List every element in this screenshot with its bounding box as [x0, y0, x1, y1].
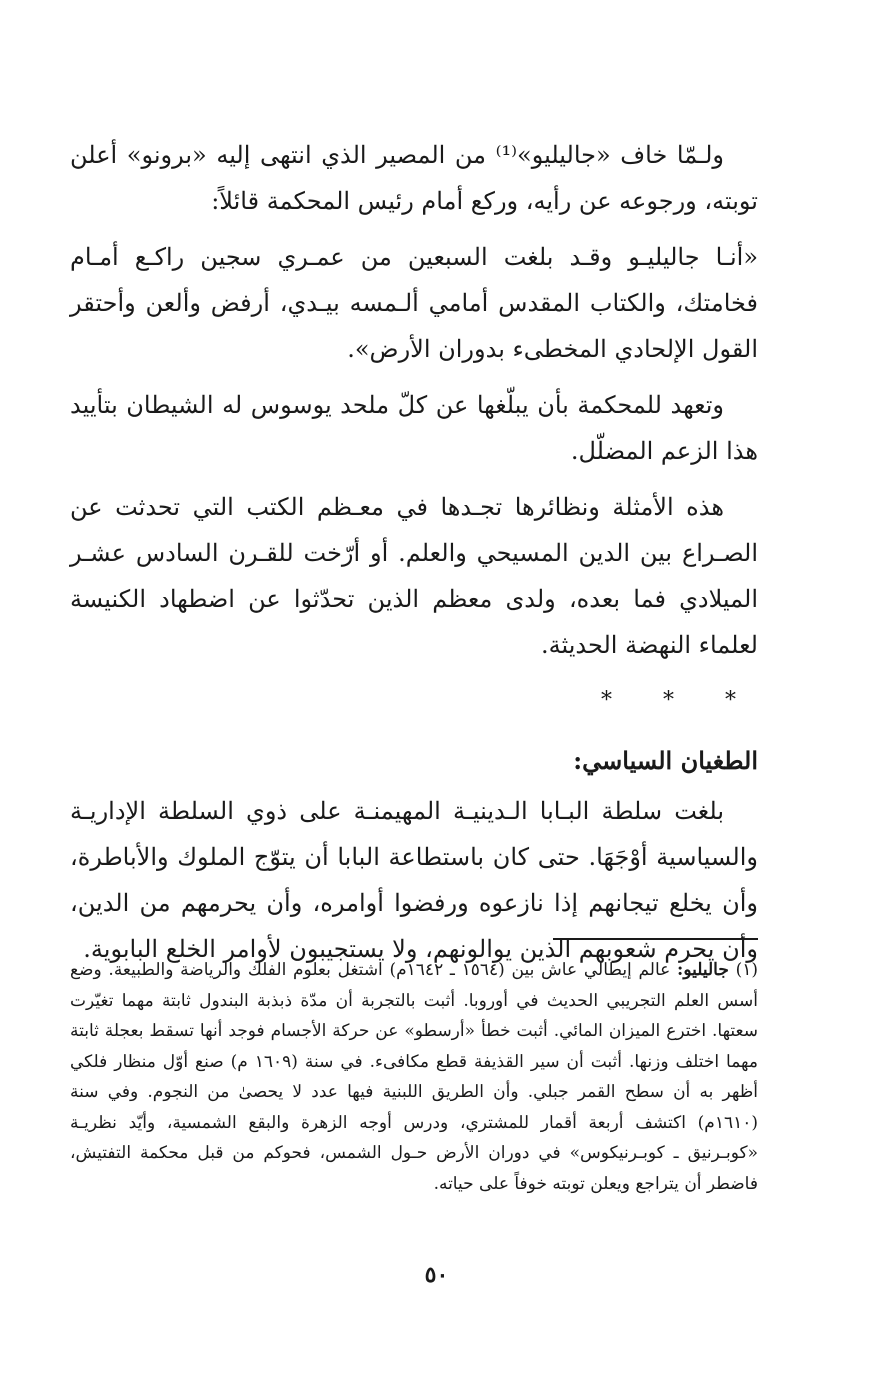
section-heading-political-tyranny: الطغيان السياسي:	[573, 746, 758, 775]
footnote-divider	[553, 938, 758, 940]
main-text	[70, 132, 758, 982]
paragraph-pledge: وتعهد للمحكمة بأن يبلّغها عن كلّ ملحد يوسوس له الشيطان بتأييد هذا الزعم المضلّل.	[70, 391, 758, 465]
section-separator: * * *	[601, 688, 758, 713]
paragraph-examples: هذه الأمثلة ونظائرها تجـدها في معـظم الكتب التي تحدثت عن الصـراع بين الدين المسيحي والعلم. أو أرّخت للقـرن السادس عشـر الميلادي فما بعده، ولدى معظم الذين تحدّثوا عن اضطهاد الكنيسة لعلماء النهضة الحديثة.	[70, 493, 758, 659]
page-number: ٥٠	[424, 1262, 449, 1288]
footnotes	[70, 955, 758, 1199]
paragraph-papal-authority: بلغت سلطة البـابا الـدينيـة المهيمنـة على ذوي السلطة الإداريـة والسياسية أوْجَهَا. حتى كان باستطاعة البابا أن يتوّج الملوك والأباطرة، وأن يخلع تيجانهم إذا نازعوه ورفضوا أوامره، وأن يحرمهم من الدين، وأن يحرم شعوبهم الذين يوالونهم، ولا يستجيبون لأوامر الخلع البابوية.	[70, 797, 758, 963]
footnote-galileo	[70, 955, 758, 1199]
paragraph-galileo-fear: ولـمّا خاف «جاليليو»⁽¹⁾ من المصير الذي انتهى إليه «برونو» أعلن توبته، ورجوعه عن رأيه، وركع أمام رئيس المحكمة قائلاً:	[70, 141, 758, 215]
footnote-marker: (١)	[735, 960, 759, 980]
footnote-text: عالم إيطالي عاش بين (١٥٦٤ ـ ١٦٤٢م) اشتغل بعلوم الفلك والرياضة والطبيعة. وضع أسس العلم التجريبي الحديث في أوروبا. أثبت بالتجربة أن مدّة ذبذبة البندول ثابتة مهما تغيّرت سعتها. اخترع الميزان المائي. أثبت خطأ «أرسطو» عن حركة الأجسام فوجد أنها تسقط بعجلة ثابتة مهما اختلف وزنها. أثبت أن سير القذيفة قطع مكافىء. في سنة (١٦٠٩ م) صنع أوّل منظار فلكي أظهر به أن سطح القمر جبلي. وأن الطريق اللبنية فيها عدد لا يحصىٰ من النجوم. وفي سنة (١٦١٠م) اكتشف أربعة أقمار للمشتري، ودرس أوجه الزهرة والبقع الشمسية، وأيّد نظريـة «كوبـرنيق ـ كوبـرنيكوس» في دوران الأرض حـول الشمس، فحوكم من قبل محكمة التفتيش، فاضطر أن يتراجع ويعلن توبته خوفاً على حياته.	[70, 960, 758, 1194]
footnote-label: جاليليو:	[677, 960, 729, 980]
galileo-recantation-quote: «أنـا جاليليـو وقـد بلغت السبعين من عمـري سجين راكـع أمـام فخامتك، والكتاب المقدس أمامي ألـمسه بيـدي، أرفض وألعن وأحتقر القول الإلحادي المخطىء بدوران الأرض».	[70, 243, 758, 363]
